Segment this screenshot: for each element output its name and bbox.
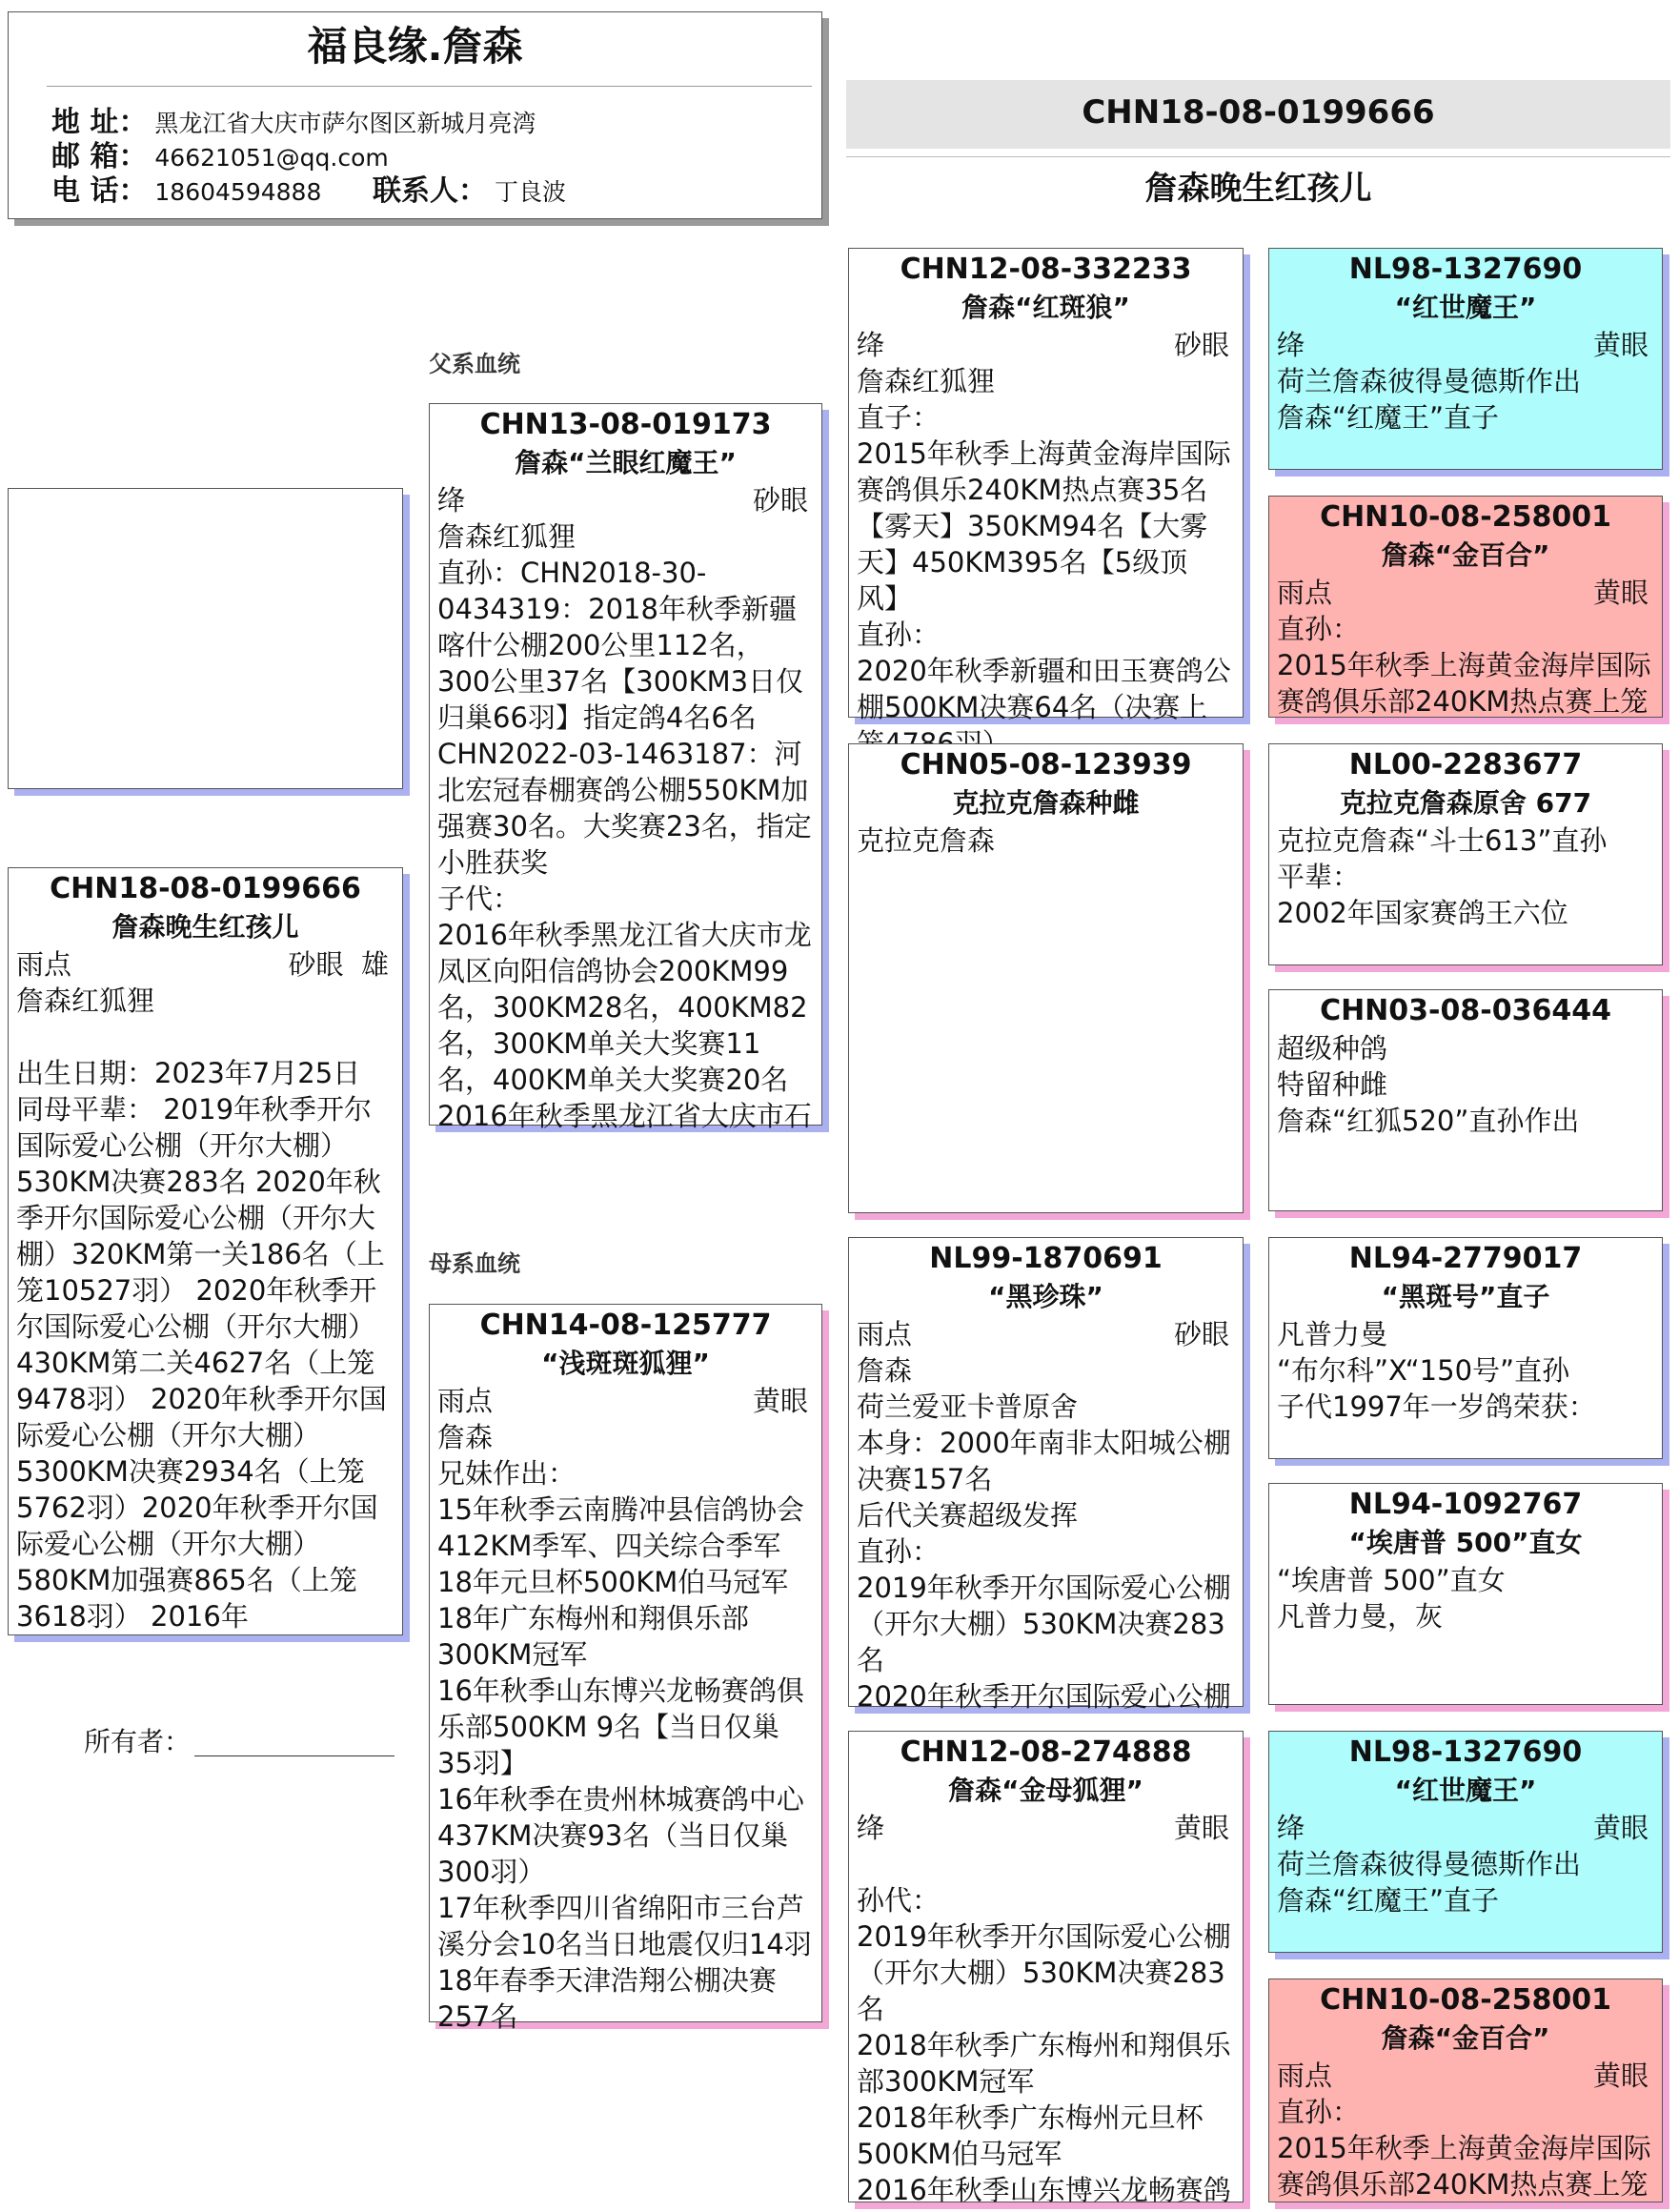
gen4-eye: 黄眼 [1592, 329, 1649, 361]
gen4-eye: 黄眼 [1592, 2060, 1649, 2092]
gen3-attributes [849, 1810, 1243, 1846]
grandsire-paternal-box [848, 248, 1244, 723]
subject-ring: CHN18-08-0199666 [50, 872, 361, 905]
dam-attributes [430, 1383, 821, 1419]
gen4-box-5 [1268, 1237, 1663, 1459]
gen3-notes: 詹森 荷兰爱亚卡普原舍 本身：2000年南非太阳城公棚决赛157名 后代关赛超级发挥 直孙： 2019年秋季开尔国际爱心公棚（开尔大棚）530KM决赛283名 2020年秋季开尔国际爱心公棚 [857, 1354, 1231, 1713]
header-name: 詹森晚生红孩儿 [1144, 170, 1372, 208]
header-ring: CHN18-08-0199666 [1082, 93, 1435, 132]
contact-value: 丁良波 [494, 178, 566, 206]
email-label: 邮 箱： [51, 140, 148, 173]
gen4-eye: 黄眼 [1592, 577, 1649, 609]
dam-ring: CHN14-08-125777 [479, 1309, 772, 1342]
gen4-ring: CHN10-08-258001 [1320, 500, 1611, 534]
gen4-name: “埃唐普 500”直女 [1348, 1527, 1583, 1558]
subject-box [8, 867, 403, 1635]
gen3-ring: NL99-1870691 [929, 1242, 1163, 1275]
gen4-ring: NL98-1327690 [1348, 1735, 1583, 1769]
gen4-ring: CHN10-08-258001 [1320, 1983, 1611, 2017]
dam-name: “浅斑斑狐狸” [541, 1348, 710, 1379]
gen3-eye: 砂眼 [1173, 329, 1229, 361]
subject-color: 雨点 [16, 948, 72, 981]
gen3-eye: 黄眼 [1173, 1812, 1229, 1844]
gen3-name: 詹森“红斑狼” [961, 292, 1130, 323]
gen4-attributes [1269, 1810, 1662, 1846]
subject-attributes [9, 946, 402, 983]
address-label: 地 址： [51, 106, 148, 139]
gen4-notes: 克拉克詹森“斗士613”直孙 平辈： 2002年国家赛鸽王六位 [1277, 824, 1608, 929]
gen4-color: 雨点 [1277, 577, 1333, 609]
gen4-notes: 荷兰詹森彼得曼德斯作出 詹森“红魔王”直子 [1277, 365, 1582, 434]
gen4-ring: CHN03-08-036444 [1320, 994, 1611, 1027]
gen3-color: 雨点 [857, 1318, 913, 1350]
gen4-box-6 [1268, 1483, 1663, 1705]
gen4-notes: 荷兰詹森彼得曼德斯作出 詹森“红魔王”直子 [1277, 1848, 1582, 1917]
sire-color: 绛 [437, 484, 466, 517]
gen3-attributes [849, 327, 1243, 363]
dam-color: 雨点 [437, 1385, 494, 1417]
gen3-notes: 詹森红狐狸 直子： 2015年秋季上海黄金海岸国际赛鸽俱乐240KM热点赛35名【雾天】350KM94名【大雾天】450KM395名【5级顶风】 直孙： 2020年秋季新疆和田玉赛鸽公棚500KM决赛64名（决赛上 [857, 365, 1231, 723]
gen3-ring: CHN12-08-332233 [900, 253, 1192, 286]
gen4-notes: 直孙： 2015年秋季上海黄金海岸国际赛鸽俱乐部240KM热点赛上笼 [1277, 2096, 1651, 2201]
dam-line-label: 母系血统 [429, 1250, 520, 1277]
breeder-title: 福良缘.詹森 [307, 23, 523, 70]
gen4-color: 雨点 [1277, 2060, 1333, 2092]
gen4-box-7 [1268, 1731, 1663, 1953]
gen4-attributes [1269, 327, 1662, 363]
email-value: 46621051@qq.com [154, 144, 389, 172]
gen3-eye: 砂眼 [1173, 1318, 1229, 1350]
gen3-attributes [849, 1316, 1243, 1352]
owner-label: 所有者： [84, 1726, 192, 1757]
contact-label: 联系人： [373, 174, 487, 208]
breeder-phone-row [51, 174, 321, 210]
gen4-name: 詹森“金百合” [1381, 2022, 1550, 2054]
header-divider [846, 156, 1670, 157]
breeder-contact-row [373, 174, 566, 210]
sire-attributes [430, 482, 821, 518]
gen4-name: 克拉克詹森原舍 677 [1339, 787, 1592, 819]
gen4-attributes [1269, 2058, 1662, 2094]
sire-notes: 詹森红狐狸 直孙：CHN2018-30-0434319：2018年秋季新疆喀什公棚200公里112名，300公里37名【300KM3日仅归巢66羽】指定鸽4名6名 CHN2022-03-1463187：河北宏冠春棚赛鸽公棚550KM加强赛30名。大奖赛23名，指定小胜获奖 子代： 2016年秋季黑龙江省大庆市龙凤区向阳信鸽协会200KM99名，300KM28名，400KM82名，300KM单关大奖赛11名，400KM单关大奖赛20名 2016年秋季黑龙江省大庆市石 [437, 520, 812, 1132]
gen3-name: 詹森“金母狐狸” [948, 1775, 1143, 1806]
dam-eye: 黄眼 [752, 1385, 808, 1417]
gen4-ring: NL94-2779017 [1348, 1242, 1583, 1275]
breeder-address-row [51, 106, 536, 141]
subject-sex: 雄 [360, 948, 389, 981]
gen4-ring: NL00-2283677 [1348, 748, 1583, 781]
dam-notes: 詹森 兄妹作出： 15年秋季云南腾冲县信鸽协会412KM季军、四关综合季军 18年元旦杯500KM伯马冠军 18年广东梅州和翔俱乐部300KM冠军 16年秋季山东博兴龙畅赛鸽俱乐部500KM 9名【当日仅巢35羽】 16年秋季在贵州林城赛鸽中心437KM决赛93名（当日仅巢300羽） 17年秋季四川省绵阳市三台芦溪分会10名当日地震仅归14羽 18年春季天津浩翔公棚决赛257名 [437, 1421, 812, 2033]
gen4-box-4 [1268, 989, 1663, 1211]
gen4-ring: NL98-1327690 [1348, 253, 1583, 286]
gen3-name: 克拉克詹森种雌 [952, 787, 1140, 819]
address-value: 黑龙江省大庆市萨尔图区新城月亮湾 [154, 110, 536, 137]
owner-signature-line[interactable] [194, 1755, 394, 1756]
title-divider [47, 86, 812, 87]
gen4-box-8 [1268, 1979, 1663, 2202]
granddam-maternal-box [848, 1731, 1244, 2206]
gen4-name: “红世魔王” [1394, 292, 1537, 323]
breeder-email-row [51, 140, 389, 175]
gen4-box-1 [1268, 248, 1663, 470]
breeder-info-box [8, 11, 822, 219]
gen4-eye: 黄眼 [1592, 1812, 1649, 1844]
gen3-color: 绛 [857, 329, 885, 361]
gen4-name: “黑斑号”直子 [1381, 1281, 1550, 1312]
gen4-notes: 超级种鸽 特留种雌 詹森“红狐520”直孙作出 [1277, 1032, 1580, 1137]
sire-line-label: 父系血统 [429, 351, 520, 377]
phone-label: 电 话： [51, 174, 148, 208]
gen3-ring: CHN05-08-123939 [900, 748, 1192, 781]
gen3-color: 绛 [857, 1812, 885, 1844]
sire-ring: CHN13-08-019173 [479, 408, 772, 441]
sire-name: 詹森“兰眼红魔王” [515, 447, 737, 478]
gen4-ring: NL94-1092767 [1348, 1488, 1583, 1521]
gen4-name: “红世魔王” [1394, 1775, 1537, 1806]
gen4-color: 绛 [1277, 329, 1305, 361]
gen4-notes: 直孙： 2015年秋季上海黄金海岸国际赛鸽俱乐部240KM热点赛上笼 [1277, 613, 1651, 718]
sire-box [429, 403, 822, 1132]
gen4-notes: 凡普力曼 “布尔科”X“150号”直孙 子代1997年一岁鸽荣获： [1277, 1318, 1596, 1423]
dam-box [429, 1304, 822, 2033]
gen3-notes: 克拉克詹森 [857, 824, 996, 857]
owner-row [84, 1725, 191, 1759]
subject-notes: 詹森红狐狸 出生日期：2023年7月25日 同母平辈： 2019年秋季开尔国际爱心公棚（开尔大棚）530KM决赛283名 2020年秋季开尔国际爱心公棚（开尔大棚）320KM第一关186名（上笼10527羽） 2020年秋季开尔国际爱心公棚（开尔大棚）430KM第二关4627名（上笼9478羽） 2020年秋季开尔国际爱心公棚（开尔大棚）5300KM决赛2934名（上笼5762羽）2020年秋季开尔国际爱心公棚（开尔大棚）580KM加强赛865名（上笼3618羽） 2016年 [16, 984, 387, 1633]
gen4-box-3 [1268, 743, 1663, 965]
grandsire-maternal-box [848, 1237, 1244, 1713]
gen4-attributes [1269, 575, 1662, 611]
subject-name: 詹森晚生红孩儿 [111, 911, 299, 943]
granddam-paternal-box [848, 743, 1244, 1213]
gen4-name: 詹森“金百合” [1381, 539, 1550, 571]
gen4-notes: “埃唐普 500”直女 凡普力曼，灰 [1277, 1564, 1506, 1633]
gen4-color: 绛 [1277, 1812, 1305, 1844]
subject-eye: 砂眼 [288, 948, 344, 981]
gen3-ring: CHN12-08-274888 [900, 1735, 1192, 1769]
phone-value: 18604594888 [154, 178, 322, 206]
gen3-name: “黑珍珠” [988, 1281, 1103, 1312]
photo-placeholder [8, 488, 403, 789]
gen3-notes: 孙代： 2019年秋季开尔国际爱心公棚（开尔大棚）530KM决赛283名 2018年秋季广东梅州和翔俱乐部300KM冠军 2018年秋季广东梅州元旦杯500KM伯马冠军 2016年秋季山东博兴龙畅赛鸽 [857, 1884, 1231, 2206]
sire-eye: 砂眼 [752, 484, 808, 517]
gen4-box-2 [1268, 496, 1663, 718]
